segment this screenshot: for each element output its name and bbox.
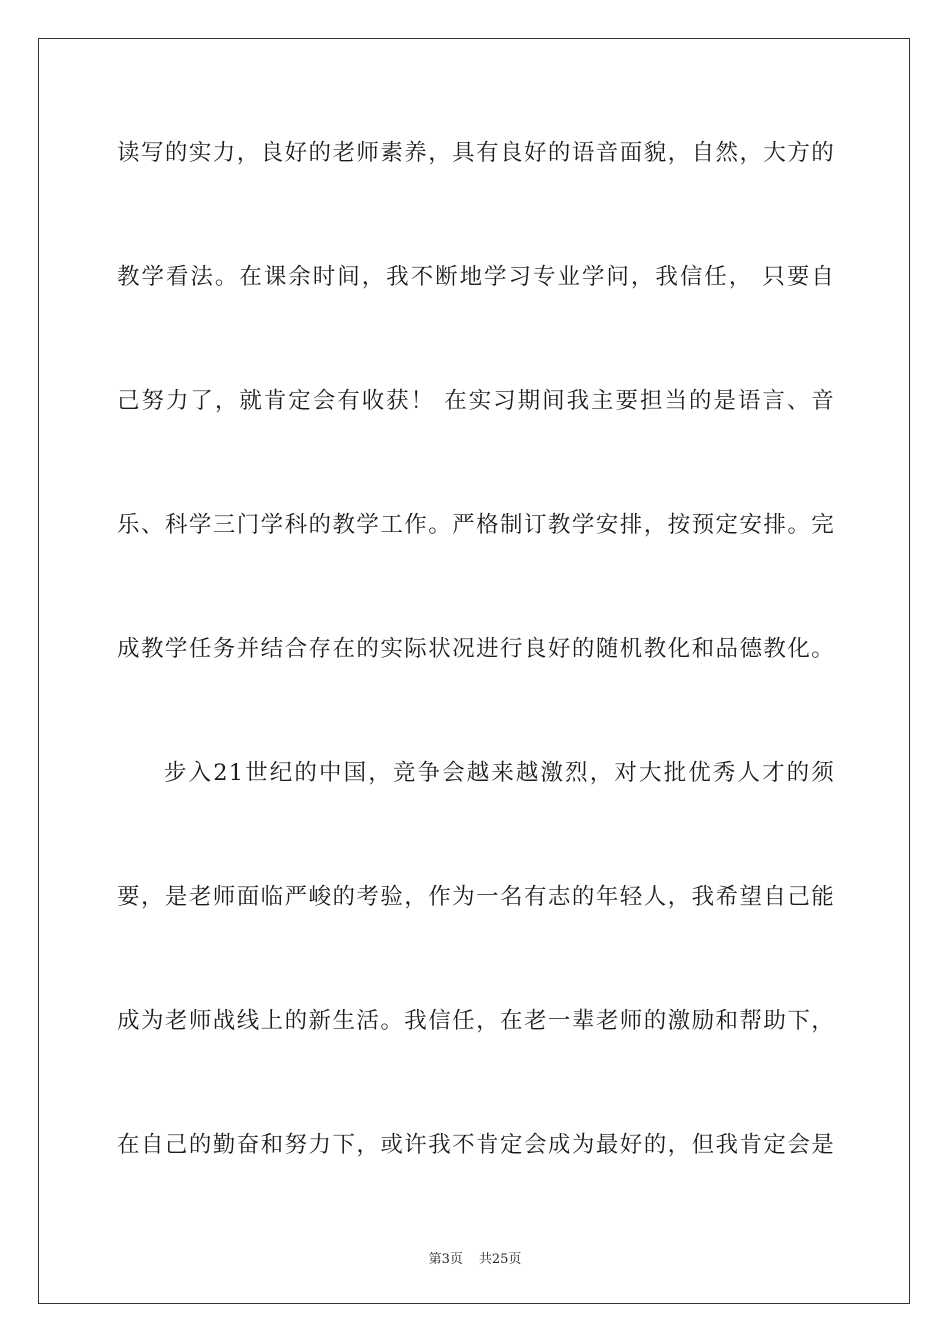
page-number: 第3页 (428, 1252, 463, 1267)
text-line: 教学看法。在课余时间，我不断地学习专业学问，我信任， 只要自 (117, 264, 835, 290)
text-line: 在自己的勤奋和努力下，或许我不肯定会成为最好的，但我肯定会是 (117, 1132, 835, 1158)
document-body (117, 122, 835, 1176)
paragraph-start-line: 步入21世纪的中国，竞争会越来越激烈，对大批优秀人才的须 (164, 760, 835, 786)
text-line: 己努力了，就肯定会有收获！ 在实习期间我主要担当的是语言、音 (117, 388, 835, 414)
page-footer (0, 1248, 950, 1267)
text-line: 成为老师战线上的新生活。我信任，在老一辈老师的激励和帮助下， (117, 1008, 835, 1034)
total-pages: 共25页 (478, 1252, 522, 1267)
text-line: 读写的实力，良好的老师素养，具有良好的语音面貌，自然，大方的 (117, 140, 835, 166)
text-line: 乐、科学三门学科的教学工作。严格制订教学安排，按预定安排。完 (117, 512, 835, 538)
text-line: 成教学任务并结合存在的实际状况进行良好的随机教化和品德教化。 (117, 636, 835, 662)
text-line: 要，是老师面临严峻的考验，作为一名有志的年轻人，我希望自己能 (117, 884, 835, 910)
